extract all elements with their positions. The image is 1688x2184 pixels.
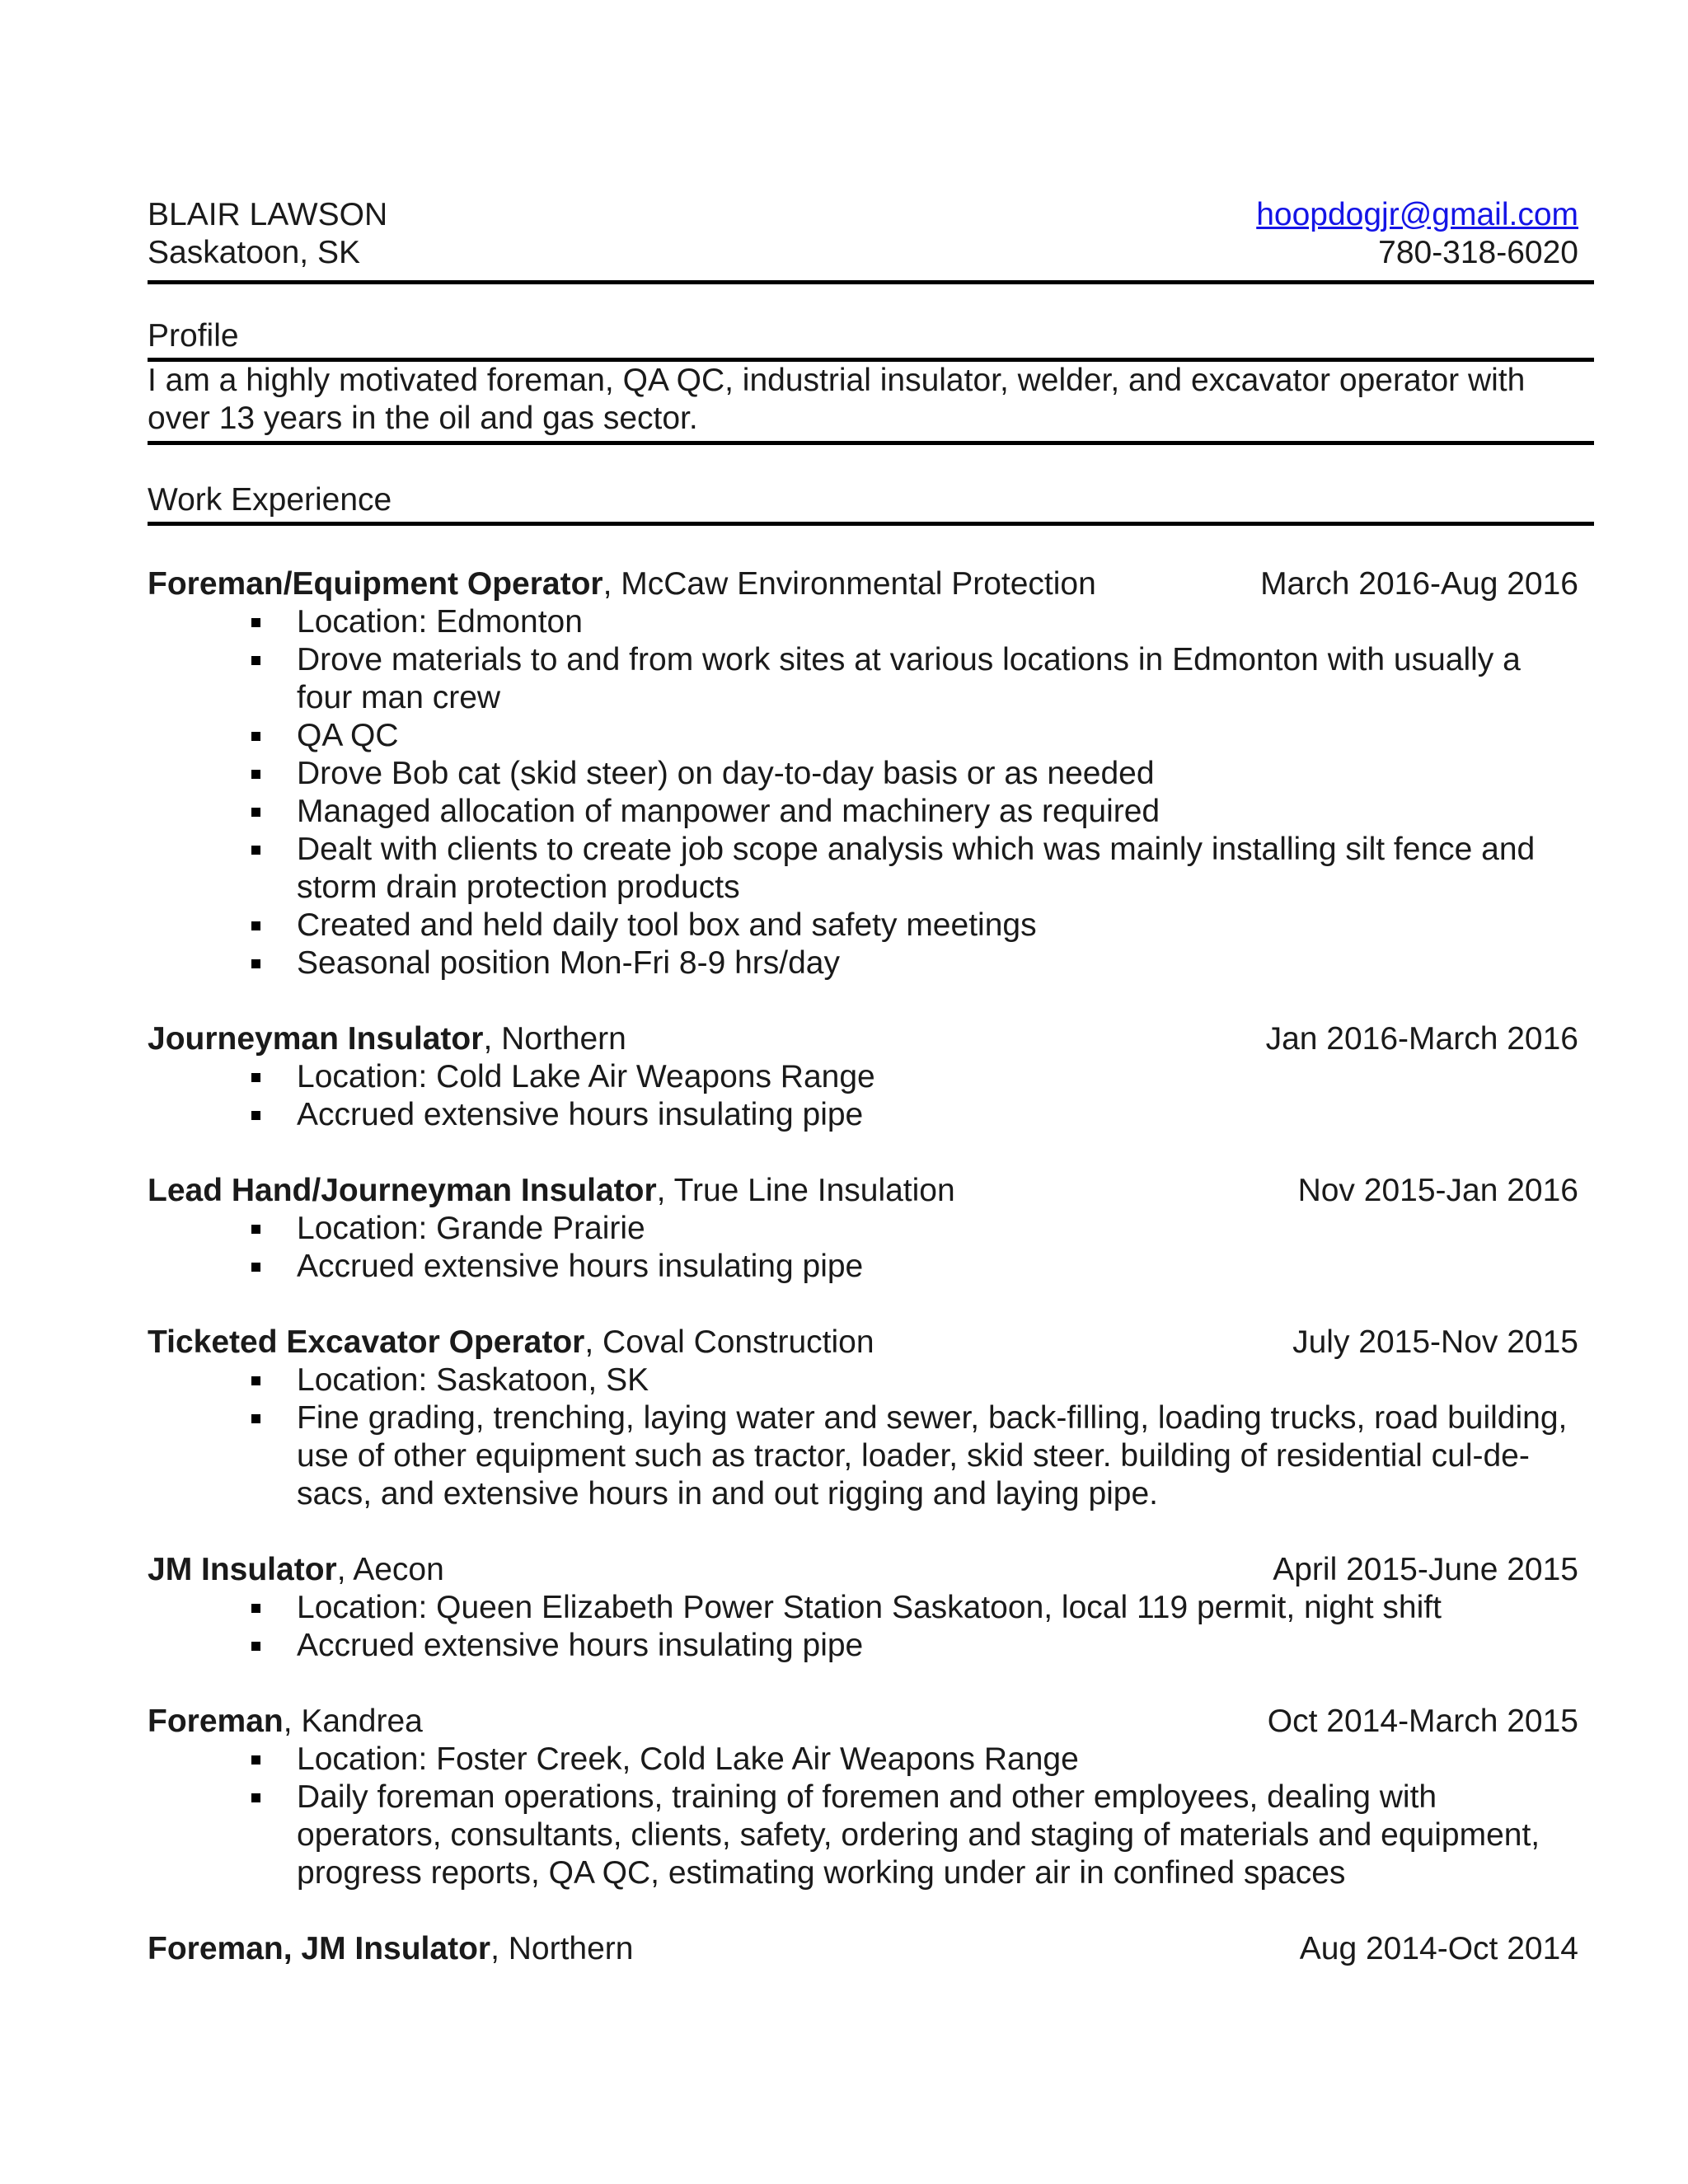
job-title: Foreman/Equipment Operator [148, 566, 603, 602]
work-experience-heading: Work Experience [148, 481, 1594, 526]
job-employer: , True Line Insulation [656, 1173, 955, 1208]
job-dates: April 2015-June 2015 [1273, 1552, 1578, 1587]
candidate-name: BLAIR LAWSON [148, 197, 388, 232]
bullet-item: Fine grading, trenching, laying water and sewer, back-filling, loading trucks, road building, use of other equipment such as tractor, loader, skid steer. building of residential cul-de-sacs, and extensive hours in and out rigging and laying pipe. [297, 1399, 1578, 1513]
bullet-item: Location: Cold Lake Air Weapons Range [297, 1058, 1578, 1096]
resume-content [148, 196, 1578, 2006]
bullet-item: Managed allocation of manpower and machinery as required [297, 793, 1578, 831]
job-title: Journeyman Insulator [148, 1021, 484, 1057]
job-bullets [148, 1058, 1578, 1134]
bullet-item: QA QC [297, 717, 1578, 755]
job-dates: March 2016-Aug 2016 [1260, 566, 1578, 602]
bullet-item: Seasonal position Mon-Fri 8-9 hrs/day [297, 944, 1578, 982]
job-bullets [148, 1741, 1578, 1892]
job-header [148, 1020, 1578, 1058]
job-entry [148, 1020, 1578, 1134]
bullet-item: Daily foreman operations, training of foremen and other employees, dealing with operators, consultants, clients, safety, ordering and staging of materials and equipment, progress reports, QA QC, estimating working under air in confined spaces [297, 1779, 1578, 1892]
job-title: JM Insulator [148, 1552, 337, 1587]
resume-header [148, 196, 1594, 284]
email-link[interactable]: hoopdogjr@gmail.com [1256, 197, 1578, 232]
job-header [148, 565, 1578, 603]
phone-number: 780-318-6020 [1378, 235, 1578, 270]
job-bullets [148, 1361, 1578, 1513]
job-employer: , Northern [490, 1931, 634, 1966]
bullet-item: Location: Edmonton [297, 603, 1578, 641]
job-bullets [148, 1210, 1578, 1286]
job-dates: Aug 2014-Oct 2014 [1299, 1931, 1578, 1966]
bullet-item: Accrued extensive hours insulating pipe [297, 1248, 1578, 1286]
job-employer: , Kandrea [283, 1704, 423, 1739]
job-employer: , Aecon [336, 1552, 444, 1587]
job-title: Foreman [148, 1704, 284, 1739]
job-title: Lead Hand/Journeyman Insulator [148, 1173, 657, 1208]
job-bullets [148, 603, 1578, 982]
profile-heading: Profile [148, 317, 1594, 362]
job-dates: Nov 2015-Jan 2016 [1297, 1173, 1578, 1208]
job-entry [148, 565, 1578, 982]
job-employer: , Northern [483, 1021, 626, 1057]
job-bullets [148, 1589, 1578, 1665]
job-header [148, 1172, 1578, 1210]
job-header [148, 1703, 1578, 1741]
header-left [148, 196, 387, 272]
bullet-item: Location: Queen Elizabeth Power Station Saskatoon, local 119 permit, night shift [297, 1589, 1578, 1627]
job-header [148, 1930, 1578, 1968]
job-title: Ticketed Excavator Operator [148, 1324, 585, 1360]
job-title: Foreman, JM Insulator [148, 1931, 491, 1966]
bullet-item: Created and held daily tool box and safety meetings [297, 907, 1578, 944]
job-entry [148, 1324, 1578, 1513]
job-entry [148, 1930, 1578, 1968]
bullet-item: Accrued extensive hours insulating pipe [297, 1096, 1578, 1134]
bullet-item: Drove materials to and from work sites at various locations in Edmonton with usually a four man crew [297, 641, 1578, 717]
bullet-item: Location: Foster Creek, Cold Lake Air Weapons Range [297, 1741, 1578, 1779]
job-dates: Jan 2016-March 2016 [1265, 1021, 1578, 1057]
job-entry [148, 1551, 1578, 1665]
candidate-location: Saskatoon, SK [148, 235, 360, 270]
bullet-item: Accrued extensive hours insulating pipe [297, 1627, 1578, 1665]
job-employer: , Coval Construction [584, 1324, 874, 1360]
job-dates: July 2015-Nov 2015 [1292, 1324, 1578, 1360]
job-dates: Oct 2014-March 2015 [1267, 1704, 1578, 1739]
bullet-item: Location: Saskatoon, SK [297, 1361, 1578, 1399]
bullet-item: Drove Bob cat (skid steer) on day-to-day basis or as needed [297, 755, 1578, 793]
job-header [148, 1324, 1578, 1361]
job-list [148, 565, 1578, 1968]
job-entry [148, 1703, 1578, 1892]
profile-text: I am a highly motivated foreman, QA QC, industrial insulator, welder, and excavator operator with over 13 years in the oil and gas sector. [148, 362, 1594, 445]
bullet-item: Dealt with clients to create job scope analysis which was mainly installing silt fence and storm drain protection products [297, 831, 1578, 907]
job-entry [148, 1172, 1578, 1286]
header-right [1256, 196, 1578, 272]
job-employer: , McCaw Environmental Protection [603, 566, 1096, 602]
bullet-item: Location: Grande Prairie [297, 1210, 1578, 1248]
job-header [148, 1551, 1578, 1589]
